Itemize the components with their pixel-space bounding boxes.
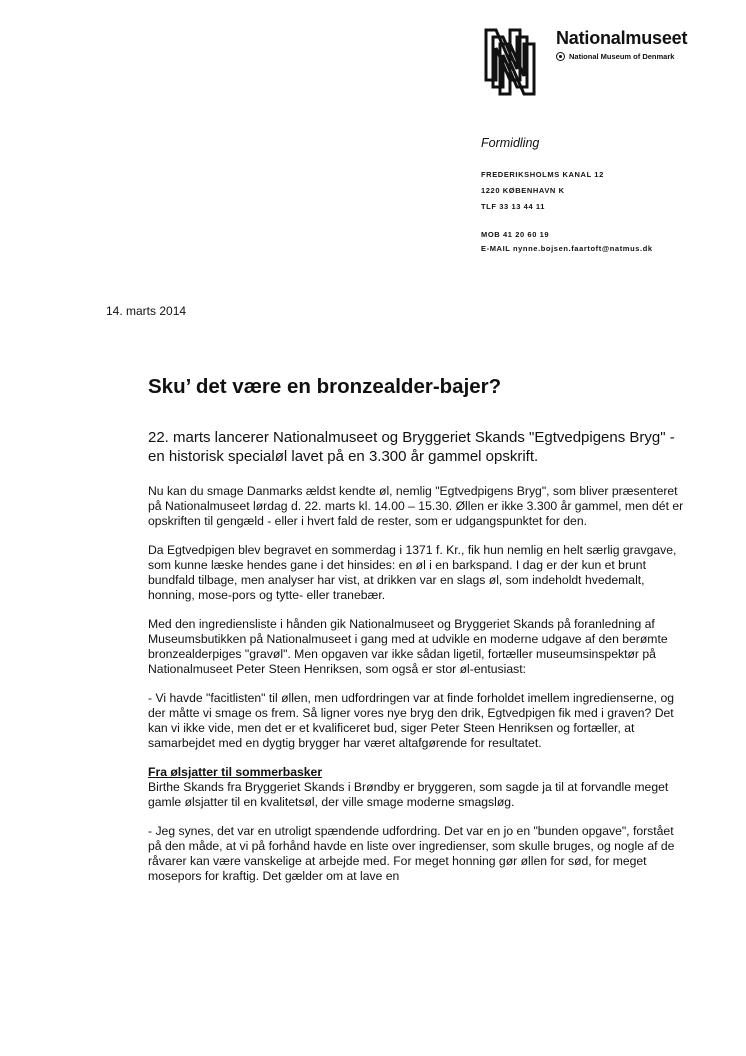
email: E-MAIL nynne.bojsen.faartoft@natmus.dk — [481, 244, 653, 253]
seal-icon — [556, 52, 565, 61]
body-paragraph: Med den ingrediensliste i hånden gik Nationalmuseet og Bryggeriet Skands på foranledning af Museumsbutikken på Nationalmuseet i gang med at udvikle en moderne udgave af den berømte bronzealderpiges "gravøl". Men opgaven var ikke sådan ligetil, fortæller museumsinspektør på Nationalmuseet Peter Steen Henriksen, som også er stor øl-entusiast: — [148, 617, 668, 676]
body-paragraph: - Vi havde "facitlisten" til øllen, men udfordringen var at finde forholdet imellem ingredienserne, og der måtte vi smage os frem. Så ligner vores nye bryg den drik, Egtvedpigen fik med i graven? Det kan vi ikke vide, men det er et kvalificeret bud, siger Peter Steen Henriksen og fortæller, at samarbejdet med en dygtig brygger har været altafgørende for resultatet. — [148, 691, 674, 750]
body-paragraph: Da Egtvedpigen blev begravet en sommerdag i 1371 f. Kr., fik hun nemlig en helt særlig gravgave, som kunne læske hendes gane i det hinsides: en øl i en barkspand. I dag er der kun et brunt bundfald tilbage, men analyser har vist, at drikken var en slags øl, som indeholdt hvedemalt, honning, mose-pors og tytte- eller tranebær. — [148, 543, 677, 602]
body-paragraph: - Jeg synes, det var en utroligt spændende udfordring. Det var en jo en "bunden opgave", forstået på den måde, at vi på forhånd havde en liste over ingredienser, som skulle bruges, og nogle af de råvarer kan være vanskelige at arbejde med. For meget honning gør øllen for sød, for meget mosepors for kraftig. Det gælder om at lave en — [148, 824, 675, 883]
mobile: MOB 41 20 60 19 — [481, 230, 550, 239]
logo-subtitle-text: National Museum of Denmark — [569, 52, 675, 61]
address-line-2: 1220 KØBENHAVN K — [481, 186, 565, 195]
logo-subtitle — [556, 52, 674, 61]
body-paragraph: Nu kan du smage Danmarks ældst kendte øl, nemlig "Egtvedpigens Bryg", som bliver præsenteret på Nationalmuseet lørdag d. 22. marts kl. 14.00 – 15.30. Øllen er ikke 3.300 år gammel, men dét er opskriften til gengæld - eller i hvert fald de rester, som er udgangspunktet for den. — [148, 484, 684, 528]
phone: TLF 33 13 44 11 — [481, 202, 546, 211]
logo-name: Nationalmuseet — [556, 28, 688, 48]
subheading: Fra ølsjatter til sommerbasker — [148, 765, 323, 780]
body-text — [148, 484, 688, 898]
press-date: 14. marts 2014 — [106, 304, 187, 318]
department: Formidling — [481, 136, 540, 150]
museum-logo — [484, 28, 734, 100]
body-paragraph: Birthe Skands fra Bryggeriet Skands i Brøndby er bryggeren, som sagde ja til at forvandle meget gamle ølsjatter til en kvalitetsøl, der ville smage moderne smagsløg. — [148, 779, 669, 809]
nationalmuseet-logo-mark-icon — [484, 28, 548, 100]
address-line-1: FREDERIKSHOLMS KANAL 12 — [481, 170, 604, 179]
lead-paragraph: 22. marts lancerer Nationalmuseet og Bryggeriet Skands "Egtvedpigens Bryg" - en historisk specialøl lavet på en 3.300 år gammel opskrift. — [148, 429, 675, 465]
press-title: Sku’ det være en bronzealder-bajer? — [148, 375, 502, 398]
